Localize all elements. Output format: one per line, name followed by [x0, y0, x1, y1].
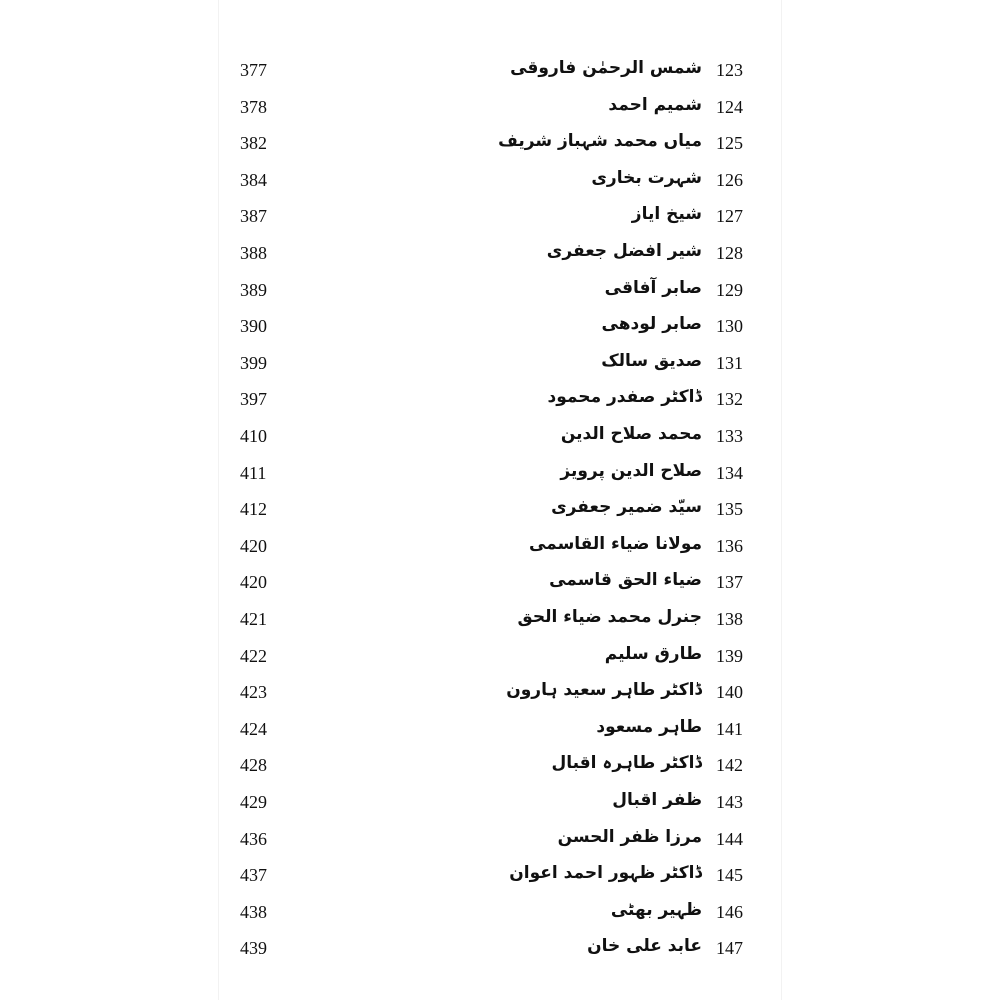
toc-row — [230, 418, 760, 454]
toc-row — [230, 784, 760, 820]
toc-page-number: 412 — [240, 499, 267, 520]
toc-page-number: 389 — [240, 279, 267, 300]
toc-row — [230, 601, 760, 637]
toc-row — [230, 198, 760, 234]
toc-page-number: 423 — [240, 682, 267, 703]
toc-entry-name: شمس الرحمٰن فاروقی — [510, 58, 702, 78]
toc-page-number: 428 — [240, 755, 267, 776]
toc-entry-name: شمیم احمد — [608, 94, 702, 115]
toc-page-number: 411 — [240, 462, 267, 483]
toc-page-number: 437 — [240, 865, 267, 886]
toc-row — [230, 491, 760, 527]
toc-row — [230, 125, 760, 161]
toc-page-number: 388 — [240, 243, 267, 263]
toc-row — [230, 162, 760, 198]
toc-page-number: 420 — [240, 535, 267, 556]
toc-row — [230, 89, 760, 125]
toc-entry-name: ڈاکٹر طاہرہ اقبال — [551, 753, 702, 774]
toc-entry-number: 123 — [716, 60, 743, 80]
toc-page-number: 397 — [240, 389, 267, 410]
toc-entry-number: 135 — [716, 499, 743, 520]
toc-row — [230, 638, 760, 674]
toc-entry-name: طارق سلیم — [604, 643, 702, 664]
toc-row — [230, 894, 760, 930]
toc-entry-number: 138 — [716, 609, 743, 629]
toc-page-number: 436 — [240, 828, 267, 849]
toc-entry-name: صابر لودھی — [601, 314, 702, 335]
toc-entry-name: ڈاکٹر صفدر محمود — [547, 387, 702, 408]
toc-row — [230, 455, 760, 491]
toc-row — [230, 235, 760, 271]
toc-entry-name: مرزا ظفر الحسن — [557, 826, 702, 847]
toc-page-number: 390 — [240, 316, 267, 337]
toc-page-number: 399 — [240, 352, 267, 373]
toc-row — [230, 272, 760, 308]
toc-page-number: 420 — [240, 572, 267, 593]
toc-entry-name: صدیق سالک — [601, 350, 702, 371]
toc-entry-number: 124 — [716, 96, 743, 117]
toc-entry-name: ظہیر بھٹی — [610, 899, 702, 920]
toc-entry-name: شیر افضل جعفری — [546, 241, 702, 261]
toc-page-number: 422 — [240, 645, 267, 666]
toc-row — [230, 747, 760, 783]
toc-entry-name: صلاح الدین پرویز — [560, 460, 702, 481]
toc-page-number: 382 — [240, 133, 267, 154]
toc-entry-number: 146 — [716, 901, 743, 922]
toc-entry-name: ضیاء الحق قاسمی — [549, 570, 702, 591]
toc-row — [230, 345, 760, 381]
toc-entry-number: 127 — [716, 206, 743, 227]
toc-entry-number: 126 — [716, 169, 743, 190]
toc-entry-number: 147 — [716, 938, 743, 959]
toc-row — [230, 564, 760, 600]
toc-entry-number: 125 — [716, 133, 743, 154]
toc-entry-number: 141 — [716, 718, 743, 739]
toc-row — [230, 674, 760, 710]
toc-entry-number: 143 — [716, 792, 743, 812]
toc-entry-number: 142 — [716, 755, 743, 776]
toc-row — [230, 381, 760, 417]
toc-entry-name: شیخ ایاز — [631, 204, 702, 225]
toc-row — [230, 711, 760, 747]
toc-entry-name: جنرل محمد ضیاء الحق — [517, 607, 702, 627]
toc-entry-name: ڈاکٹر ظہور احمد اعوان — [509, 863, 702, 884]
toc-entry-name: شہرت بخاری — [591, 167, 702, 188]
toc-entry-number: 130 — [716, 316, 743, 337]
toc-entry-number: 134 — [716, 462, 743, 483]
toc-entry-number: 128 — [716, 243, 743, 263]
toc-entry-number: 145 — [716, 865, 743, 886]
toc-row — [230, 857, 760, 893]
toc-page-number: 377 — [240, 60, 267, 80]
toc-page-number: 424 — [240, 718, 267, 739]
toc-entry-name: سیّد ضمیر جعفری — [551, 497, 702, 518]
toc-entry-number: 129 — [716, 279, 743, 300]
toc-row — [230, 821, 760, 857]
toc-page-number: 384 — [240, 169, 267, 190]
toc-page-number: 429 — [240, 792, 267, 812]
toc-entry-name: صابر آفاقی — [604, 277, 702, 298]
toc-page-number: 387 — [240, 206, 267, 227]
toc-row — [230, 52, 760, 88]
toc-row — [230, 930, 760, 966]
toc-row — [230, 528, 760, 564]
toc-entry-name: ڈاکٹر طاہر سعید ہارون — [506, 680, 702, 701]
toc-entry-number: 133 — [716, 426, 743, 446]
toc-entry-name: عابد علی خان — [587, 936, 702, 957]
toc-entry-name: ظفر اقبال — [612, 790, 702, 810]
toc-entry-number: 139 — [716, 645, 743, 666]
toc-entry-number: 137 — [716, 572, 743, 593]
toc-entry-number: 144 — [716, 828, 743, 849]
toc-page-number: 421 — [240, 609, 267, 629]
toc-entry-number: 132 — [716, 389, 743, 410]
toc-entry-name: میاں محمد شہباز شریف — [498, 131, 702, 152]
toc-page-number: 439 — [240, 938, 267, 959]
toc-entry-number: 140 — [716, 682, 743, 703]
toc-entry-number: 131 — [716, 352, 743, 373]
toc-entry-number: 136 — [716, 535, 743, 556]
toc-entry-name: طاہر مسعود — [596, 716, 702, 737]
toc-page-number: 438 — [240, 901, 267, 922]
toc-row — [230, 308, 760, 344]
toc-page-number: 378 — [240, 96, 267, 117]
toc-entry-name: محمد صلاح الدین — [560, 424, 702, 444]
toc-page-number: 410 — [240, 426, 267, 446]
toc-entry-name: مولانا ضیاء القاسمی — [528, 533, 702, 554]
